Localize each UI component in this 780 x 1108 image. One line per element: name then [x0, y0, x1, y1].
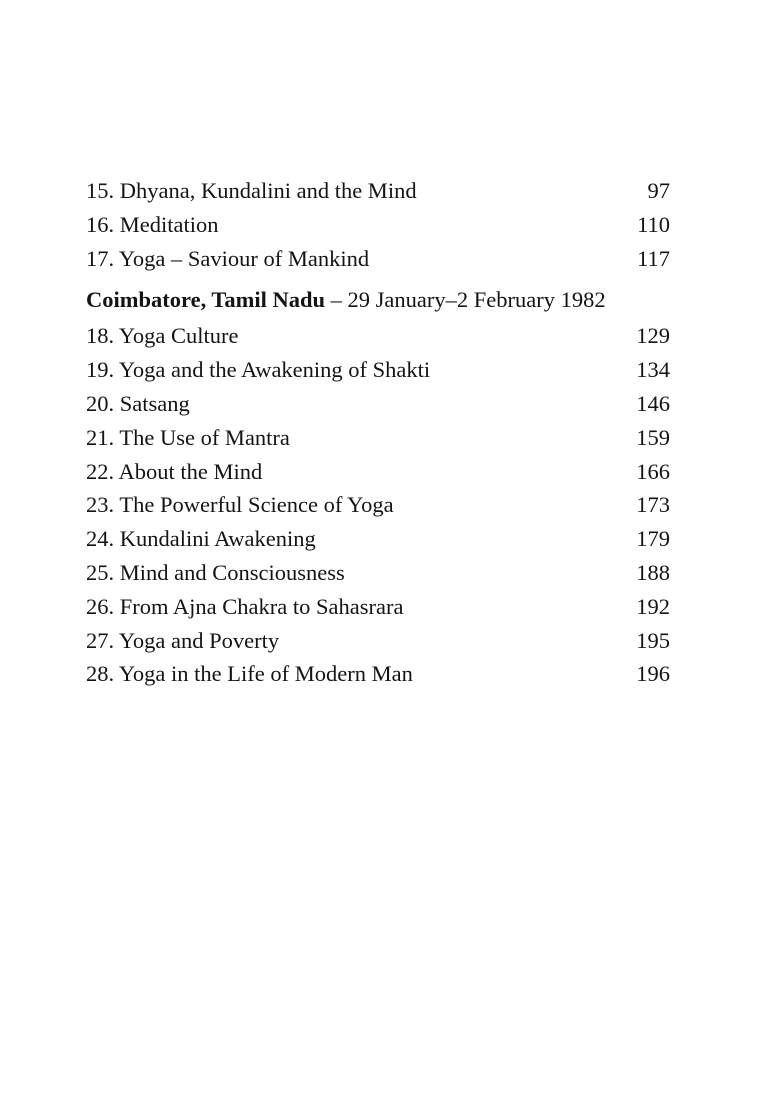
entry-number: 28. — [86, 661, 115, 687]
entry-title: Yoga and Poverty — [118, 627, 280, 653]
entry-number: 21. — [86, 424, 115, 450]
toc-entry — [86, 353, 670, 387]
toc-entry — [86, 242, 670, 276]
entry-number: 23. — [86, 492, 115, 518]
entry-page: 196 — [636, 661, 670, 687]
toc-entry — [86, 590, 670, 624]
entry-number: 27. — [86, 627, 115, 653]
entry-number: 15. — [86, 178, 115, 203]
entry-page: 173 — [636, 492, 670, 518]
toc-entry — [86, 556, 670, 590]
toc-entry — [86, 455, 670, 489]
entry-page: 97 — [647, 178, 670, 203]
entry-title: From Ajna Chakra to Sahasrara — [119, 593, 404, 619]
toc-entry — [86, 488, 670, 522]
entry-page: 179 — [636, 526, 670, 552]
entry-page: 166 — [636, 458, 670, 484]
section-dates: – 29 January–2 February 1982 — [330, 287, 606, 313]
entry-title: Yoga – Saviour of Mankind — [118, 245, 370, 271]
entry-title: Yoga in the Life of Modern Man — [118, 661, 413, 687]
toc-entry — [86, 387, 670, 421]
toc-entry — [86, 657, 670, 691]
entry-page: 192 — [636, 593, 670, 619]
entry-title: Yoga Culture — [118, 323, 239, 349]
entry-page: 134 — [636, 357, 670, 383]
toc-entry — [86, 208, 670, 242]
toc-entry — [86, 174, 670, 208]
entry-title: Kundalini Awakening — [119, 526, 316, 552]
toc-entry — [86, 624, 670, 658]
table-of-contents — [86, 174, 670, 691]
toc-entry — [86, 421, 670, 455]
entry-number: 19. — [86, 357, 115, 383]
entry-number: 16. — [86, 211, 115, 237]
section-place: Coimbatore, Tamil Nadu — [86, 287, 325, 313]
entry-title: Satsang — [119, 390, 190, 416]
entry-page: 188 — [636, 559, 670, 585]
entry-number: 17. — [86, 245, 115, 271]
entry-number: 24. — [86, 526, 115, 552]
entry-title: About the Mind — [118, 458, 263, 484]
entry-page: 159 — [636, 424, 670, 450]
entry-page: 117 — [637, 245, 670, 271]
entry-title: Yoga and the Awakening of Shakti — [118, 357, 431, 383]
entry-page: 195 — [636, 627, 670, 653]
toc-entry — [86, 319, 670, 353]
entry-number: 18. — [86, 323, 115, 349]
entry-title: Dhyana, Kundalini and the Mind — [119, 178, 417, 203]
entry-title: Meditation — [119, 211, 219, 237]
toc-entry — [86, 522, 670, 556]
section-heading — [86, 281, 670, 319]
entry-title: The Powerful Science of Yoga — [119, 492, 394, 518]
entry-title: Mind and Consciousness — [119, 559, 345, 585]
entry-number: 25. — [86, 559, 115, 585]
entry-title: The Use of Mantra — [119, 424, 290, 450]
entry-page: 129 — [636, 323, 670, 349]
entry-number: 20. — [86, 390, 115, 416]
entry-number: 22. — [86, 458, 115, 484]
entry-page: 110 — [637, 211, 670, 237]
entry-page: 146 — [636, 390, 670, 416]
entry-number: 26. — [86, 593, 115, 619]
